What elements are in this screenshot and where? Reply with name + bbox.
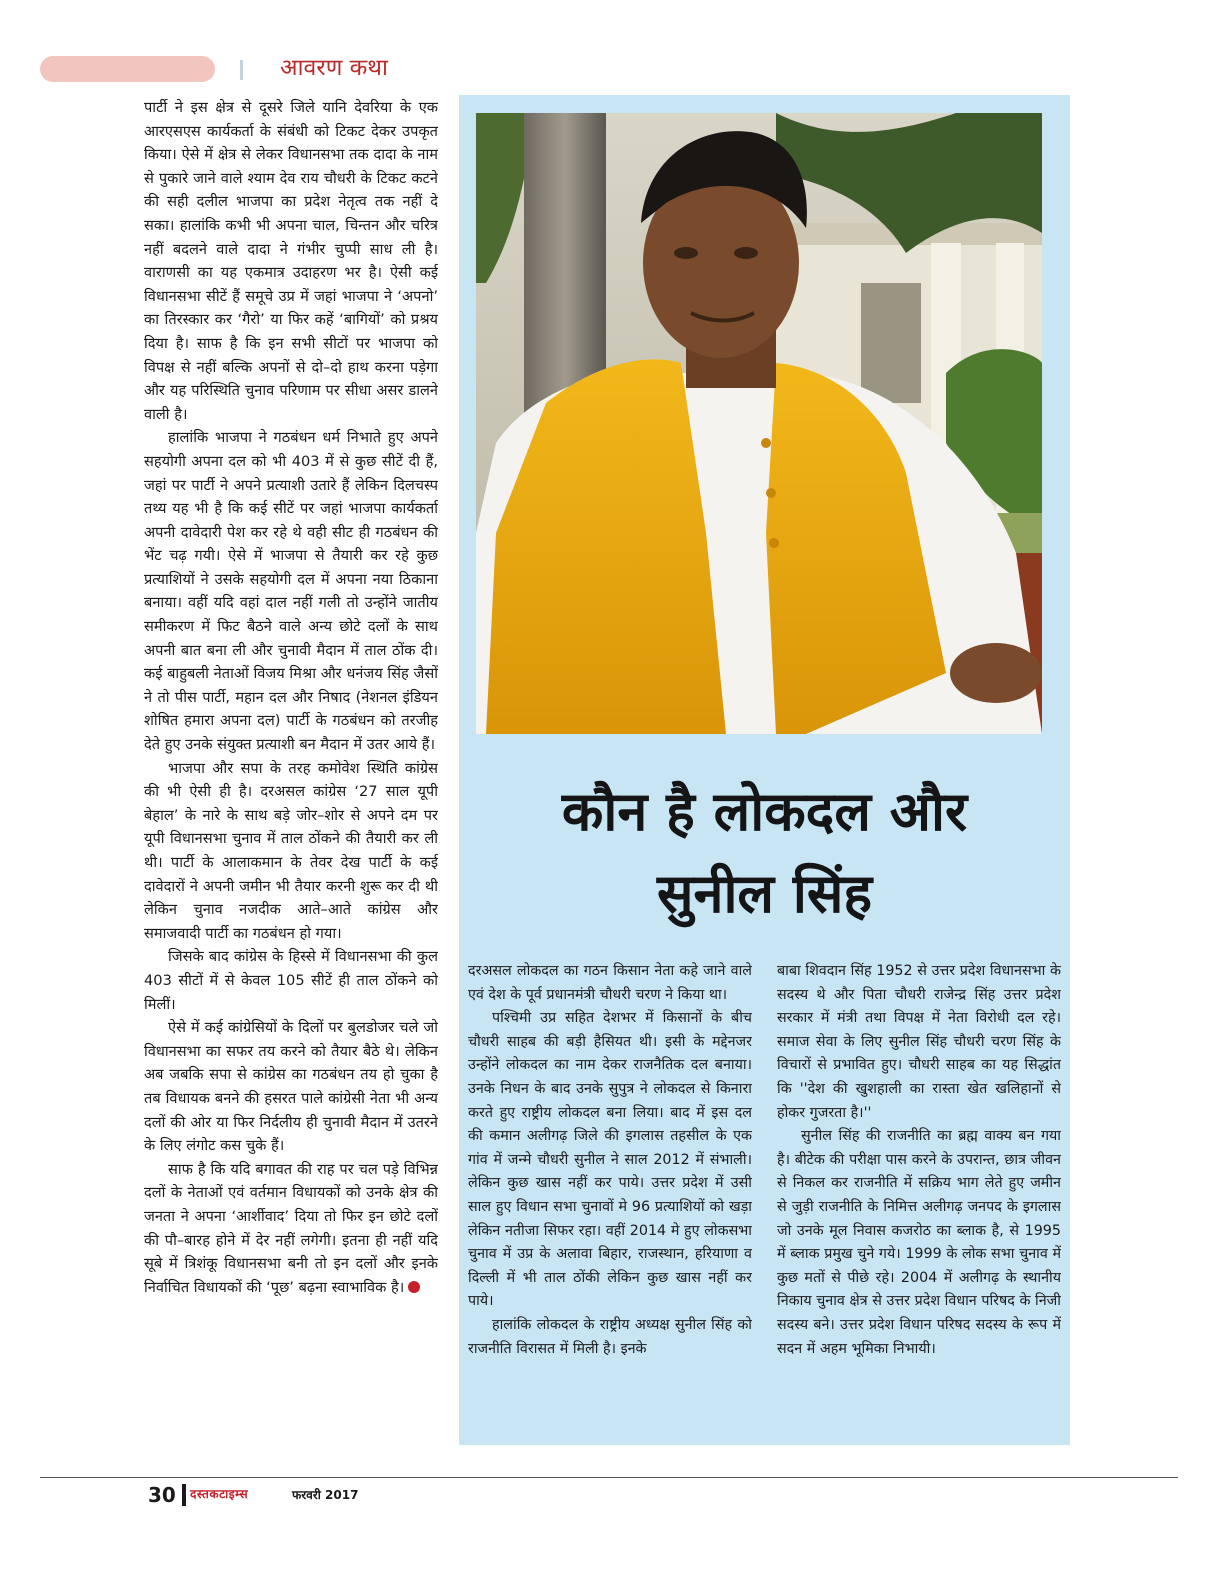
left-paragraph-2: हालांकि भाजपा ने गठबंधन धर्म निभाते हुए अपने सहयोगी अपना दल को भी 403 में से कुछ सीटें दी हैं, जहां पर पार्टी ने अपने प्रत्याशी उतारे हैं लेकिन दिलचस्प तथ्य यह भी है कि कई सीटें पर जहां भाजपा कार्यकर्ता अपनी दावेदारी पेश कर रहे थे वही सीट ही गठबंधन की भेंट चढ़ गयी। ऐसे में भाजपा से तैयारी कर रहे कुछ प्रत्याशियों ने उसके सहयोगी दल में अपना नया ठिकाना बनाया। वहीं यदि वहां दाल नहीं गली तो उन्होंने जातीय समीकरण में फिट बैठने वाले अन्य छोटे दलों के साथ अपनी बात बना ली और चुनावी मैदान में ताल ठोंक दी। कई बाहुबली नेताओं विजय मिश्रा और धनंजय सिंह जैसों ने तो पीस पार्टी, महान दल और निषाद (नेशनल इंडियन शोषित हमारा अपना दल) पार्टी के गठबंधन को तरजीह देते हुए उनके संयुक्त प्रत्याशी बन मैदान में उतर आये हैं। xyxy=(144,429,438,754)
header-decoration-pill xyxy=(40,56,215,82)
feature-headline xyxy=(459,771,1070,935)
middle-paragraph-3: हालांकि लोकदल के राष्ट्रीय अध्यक्ष सुनील सिंह को राजनीति विरासत में मिली है। इनके xyxy=(468,1316,752,1357)
left-paragraph-6: साफ है कि यदि बगावत की राह पर चल पड़े विभिन्न दलों के नेताओं एवं वर्तमान विधायकों को उनके क्षेत्र की जनता ने अपना ‘आर्शीवाद’ दिया तो फिर इन छोटे दलों की पौ–बारह होने में देर नहीं लगेगी। इतना ही नहीं यदि सूबे में त्रिशंकू विधानसभा बनी तो इन दलों और इनके निर्वाचित विधायकों की ‘पूछ’ बढ़ना स्वाभाविक है। xyxy=(144,1160,438,1296)
section-label: आवरण कथा xyxy=(280,55,388,81)
feature-middle-column xyxy=(468,960,752,1440)
left-paragraph-last xyxy=(144,1158,438,1300)
left-paragraph-3: भाजपा और सपा के तरह कमोवेश स्थिति कांग्रेस की भी ऐसी ही है। दरअसल कांग्रेस ‘27 साल यूपी बेहाल’ के नारे के साथ बड़े जोर–शोर से अपने दम पर यूपी विधानसभा चुनाव में ताल ठोंकने की तैयारी कर ली थी। पार्टी के आलाकमान के तेवर देख पार्टी के कई दावेदारों ने अपनी जमीन भी तैयार करनी शुरू कर दी थी लेकिन चुनाव नजदीक आते–आते कांग्रेस और समाजवादी पार्टी का गठबंधन हो गया। xyxy=(144,759,438,942)
left-paragraph-4: जिसके बाद कांग्रेस के हिस्से में विधानसभा की कुल 403 सीटों में से केवल 105 सीटें ही ताल ठोंकने को मिलीं। xyxy=(144,948,438,1013)
end-of-article-dot xyxy=(408,1281,420,1293)
portrait-illustration xyxy=(476,113,1042,734)
feature-right-column xyxy=(777,960,1061,1440)
right-paragraph-1: बाबा शिवदान सिंह 1952 से उत्तर प्रदेश विधानसभा के सदस्य थे और पिता चौधरी राजेन्द्र सिंह उत्तर प्रदेश सरकार में मंत्री तथा विपक्ष में नेता विरोधी दल रहे। समाज सेवा के लिए सुनील सिंह चौधरी चरण सिंह के विचारों से प्रभावित हुए। चौधरी साहब का यह सिद्धांत कि ''देश की खुशहाली का रास्ता खेत खलिहानों से होकर गुजरता है।'' xyxy=(777,963,1061,1121)
feature-box xyxy=(459,95,1070,1445)
footer-divider xyxy=(182,1484,186,1506)
page-number: 30 xyxy=(148,1483,176,1507)
middle-paragraph-2: पश्चिमी उप्र सहित देशभर में किसानों के बीच चौधरी साहब की बड़ी हैसियत थी। इसी के मद्देनजर उन्होंने लोकदल का नाम देकर राजनैतिक दल बनाया। उनके निधन के बाद उनके सुपुत्र ने लोकदल से किनारा करते हुए राष्ट्रीय लोकदल बना लिया। बाद में इस दल की कमान अलीगढ़ जिले की इगलास तहसील के एक गांव में जन्मे चौधरी सुनील ने साल 2012 में संभाली। लेकिन कुछ खास नहीं कर पाये। उत्तर प्रदेश में उसी साल हुए विधान सभा चुनावों मे 96 प्रत्याशियों को खड़ा लेकिन नतीजा सिफर रहा। वहीं 2014 मे हुए लोकसभा चुनाव में उप्र के अलावा बिहार, राजस्थान, हरियाणा व दिल्ली में भी ताल ठोंकी लेकिन कुछ खास नहीं कर पाये। xyxy=(468,1010,752,1310)
footer-rule xyxy=(40,1477,1178,1478)
right-paragraph-2: सुनील सिंह की राजनीति का ब्रह्म वाक्य बन गया है। बीटेक की परीक्षा पास करने के उपरान्त, छात्र जीवन से निकल कर राजनीति में सक्रिय भाग लेते हुए जमीन से जुड़ी राजनीति के निमित्त अलीगढ़ जनपद के इगलास जो उनके मूल निवास कजरोठ का ब्लाक है, से 1995 में ब्लाक प्रमुख चुने गये। 1999 के लोक सभा चुनाव में कुछ मतों से पीछे रहे। 2004 में अलीगढ़ के स्थानीय निकाय चुनाव क्षेत्र से उत्तर प्रदेश विधान परिषद के निजी सदस्य बने। उत्तर प्रदेश विधान परिषद सदस्य के रूप में सदन में अहम भूमिका निभायी। xyxy=(777,1128,1061,1357)
headline-line-2: सुनील सिंह xyxy=(656,862,873,925)
middle-paragraph-1: दरअसल लोकदल का गठन किसान नेता कहे जाने वाले एवं देश के पूर्व प्रधानमंत्री चौधरी चरण ने किया था। xyxy=(468,963,752,1003)
header-separator xyxy=(240,60,243,80)
headline-line-1: कौन है लोकदल और xyxy=(561,780,968,843)
left-article-column xyxy=(144,96,438,1460)
feature-photo xyxy=(476,113,1042,734)
left-paragraph-5: ऐसे में कई कांग्रेसियों के दिलों पर बुलडोजर चले जो विधानसभा का सफर तय करने को तैयार बैठे थे। लेकिन अब जबकि सपा से कांग्रेस का गठबंधन तय हो चुका है तब विधायक बनने की हसरत पाले कांग्रेसी नेता भी अन्य दलों की ओर या फिर निर्दलीय ही चुनावी मैदान में उतरने के लिए लंगोट कस चुके हैं। xyxy=(144,1019,438,1155)
magazine-name: दस्तकटाइम्स xyxy=(190,1487,249,1501)
left-paragraph-1: पार्टी ने इस क्षेत्र से दूसरे जिले यानि देवरिया के एक आरएसएस कार्यकर्ता के संबंधी को टिकट देकर उपकृत किया। ऐसे में क्षेत्र से लेकर विधानसभा तक दादा के नाम से पुकारे जाने वाले श्याम देव राय चौधरी के टिकट कटने की सही दलील भाजपा का प्रदेश नेतृत्व तक नहीं दे सका। हालांकि कभी भी अपना चाल, चिन्तन और चरित्र नहीं बदलने वाले दादा ने गंभीर चुप्पी साध ली है। वाराणसी का यह एकमात्र उदाहरण भर है। ऐसी कई विधानसभा सीटें हैं समूचे उप्र में जहां भाजपा ने ‘अपनो’ का तिरस्कार कर ‘गैरो’ या फिर कहें ‘बागियों’ को प्रश्रय दिया है। साफ है कि इन सभी सीटों पर भाजपा को विपक्ष से नहीं बल्कि अपनों से दो–दो हाथ करना पड़ेगा और यह परिस्थिति चुनाव परिणाम पर सीधा असर डालने वाली है। xyxy=(144,99,438,423)
issue-date: फरवरी 2017 xyxy=(292,1488,359,1502)
